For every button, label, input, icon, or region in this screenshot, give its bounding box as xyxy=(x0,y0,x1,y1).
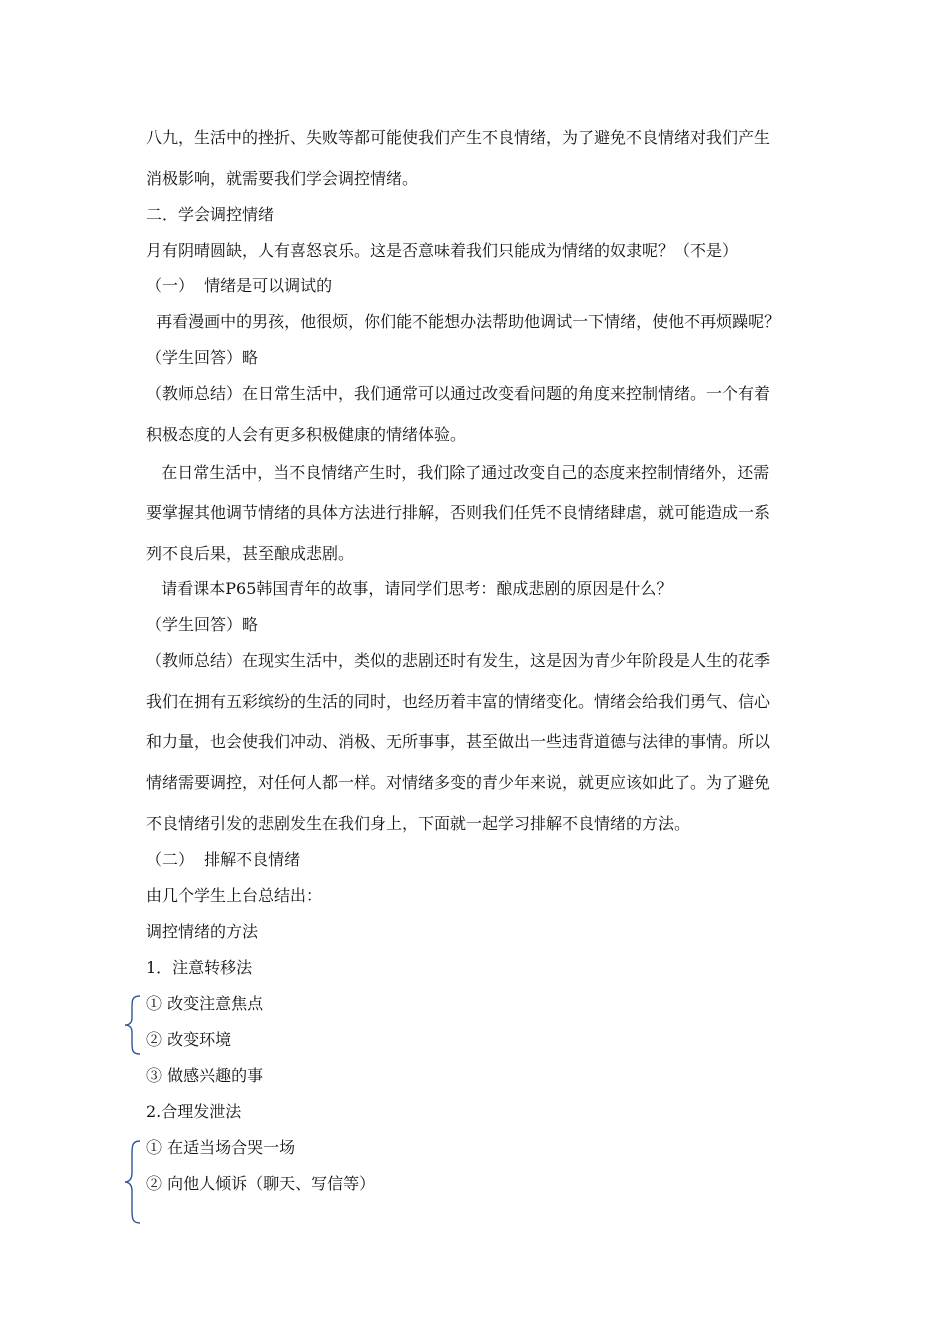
text-line: 要掌握其他调节情绪的具体方法进行排解，否则我们任凭不良情绪肆虐，就可能造成一系 xyxy=(146,503,771,522)
text-line: （学生回答）略 xyxy=(146,348,259,367)
text-line: 我们在拥有五彩缤纷的生活的同时，也经历着丰富的情绪变化。情绪会给我们勇气、信心 xyxy=(146,692,771,711)
text-line: 月有阴晴圆缺，人有喜怒哀乐。这是否意味着我们只能成为情绪的奴隶呢？（不是） xyxy=(146,241,739,260)
list-heading: 2.合理发泄法 xyxy=(146,1102,242,1121)
list-heading: 1．注意转移法 xyxy=(146,958,253,977)
text-line: 列不良后果，甚至酿成悲剧。 xyxy=(146,544,355,563)
text-line: 不良情绪引发的悲剧发生在我们身上，下面就一起学习排解不良情绪的方法。 xyxy=(146,814,691,833)
text-line: 请看课本P65韩国青年的故事，请同学们思考：酿成悲剧的原因是什么？ xyxy=(146,579,673,598)
text-line: 情绪需要调控，对任何人都一样。对情绪多变的青少年来说，就更应该如此了。为了避免 xyxy=(146,773,771,792)
subsection-heading: （二） 排解不良情绪 xyxy=(146,850,301,869)
text-line: 八九，生活中的挫折、失败等都可能使我们产生不良情绪，为了避免不良情绪对我们产生 xyxy=(146,128,771,147)
list-item: ③ 做感兴趣的事 xyxy=(146,1066,264,1085)
text-line: 和力量，也会使我们冲动、消极、无所事事，甚至做出一些违背道德与法律的事情。所以 xyxy=(146,732,771,751)
subsection-heading: （一） 情绪是可以调试的 xyxy=(146,276,333,295)
text-line: 积极态度的人会有更多积极健康的情绪体验。 xyxy=(146,425,467,444)
text-line: （教师总结）在现实生活中，类似的悲剧还时有发生，这是因为青少年阶段是人生的花季 xyxy=(146,651,771,670)
text-line: 由几个学生上台总结出： xyxy=(146,886,323,905)
list-item: ① 改变注意焦点 xyxy=(146,994,264,1013)
text-line: 在日常生活中，当不良情绪产生时，我们除了通过改变自己的态度来控制情绪外，还需 xyxy=(146,463,770,482)
section-heading: 二．学会调控情绪 xyxy=(146,205,275,224)
text-line: 调控情绪的方法 xyxy=(146,922,259,941)
left-brace xyxy=(122,994,142,1056)
list-item: ② 向他人倾诉（聊天、写信等） xyxy=(146,1174,376,1193)
text-line: （教师总结）在日常生活中，我们通常可以通过改变看问题的角度来控制情绪。一个有着 xyxy=(146,384,771,403)
text-line: 消极影响，就需要我们学会调控情绪。 xyxy=(146,169,419,188)
text-line: 再看漫画中的男孩，他很烦，你们能不能想办法帮助他调试一下情绪，使他不再烦躁呢？ xyxy=(146,312,781,331)
left-brace xyxy=(122,1139,142,1225)
list-item: ② 改变环境 xyxy=(146,1030,232,1049)
text-line: （学生回答）略 xyxy=(146,615,259,634)
list-item: ① 在适当场合哭一场 xyxy=(146,1138,296,1157)
